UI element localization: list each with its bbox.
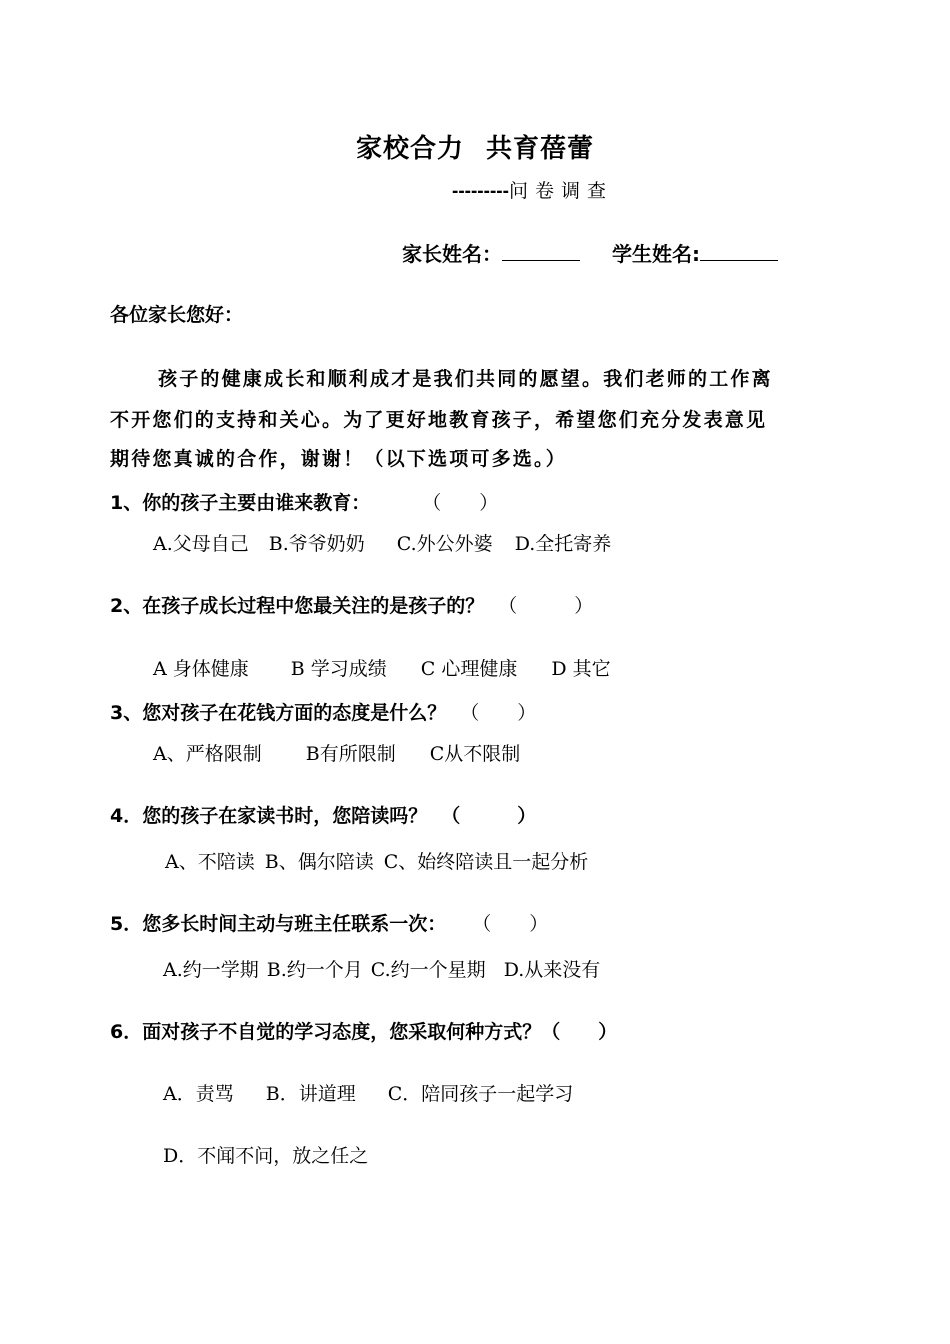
option-4c[interactable]: C、始终陪读且一起分析 [383, 851, 589, 873]
question-4-options [165, 847, 588, 874]
question-6 [110, 1017, 617, 1044]
option-1b[interactable]: B.爷爷奶奶 [268, 533, 365, 555]
question-1-options [153, 529, 611, 556]
question-2-options [153, 654, 611, 681]
student-name-label: 学生姓名: [612, 242, 700, 266]
option-2b[interactable]: B 学习成绩 [290, 658, 387, 680]
option-3c[interactable]: C从不限制 [429, 743, 521, 765]
answer-paren-1[interactable]: （ ） [422, 492, 499, 514]
question-1-text: 1、你的孩子主要由谁来教育： [110, 492, 371, 514]
option-4a[interactable]: A、不陪读 [165, 851, 255, 873]
parent-name-label: 家长姓名： [402, 242, 502, 266]
question-4-text: 4．您的孩子在家读书时，您陪读吗？ [110, 805, 428, 827]
subtitle-dashes: --------- [452, 181, 509, 202]
option-6d[interactable]: D．不闻不问，放之任之 [163, 1145, 369, 1167]
intro-line-3: 期待您真诚的合作，谢谢！（以下选项可多选。） [110, 448, 567, 470]
question-6-options-line-2 [163, 1141, 368, 1168]
question-5-text: 5．您多长时间主动与班主任联系一次： [110, 913, 447, 935]
answer-paren-2[interactable]: （ ） [498, 595, 594, 617]
option-2d[interactable]: D 其它 [551, 658, 611, 680]
option-5a[interactable]: A.约一学期 [163, 959, 259, 981]
name-fields [402, 238, 778, 267]
question-2-text: 2、在孩子成长过程中您最关注的是孩子的？ [110, 595, 485, 617]
option-5d[interactable]: D.从来没有 [503, 959, 601, 981]
intro-line-2: 不开您们的支持和关心。为了更好地教育孩子，希望您们充分发表意见 [110, 409, 768, 431]
question-6-text: 6．面对孩子不自觉的学习态度，您采取何种方式？ [110, 1021, 542, 1043]
question-3 [110, 698, 536, 725]
option-5c[interactable]: C.约一个星期 [370, 959, 486, 981]
question-2 [110, 591, 593, 618]
subtitle [452, 176, 613, 203]
greeting: 各位家长您好： [110, 304, 244, 326]
option-3a[interactable]: A、严格限制 [153, 743, 262, 765]
answer-paren-3[interactable]: （ ） [460, 702, 537, 724]
question-6-options [163, 1079, 573, 1106]
answer-paren-6[interactable]: （ ） [541, 1021, 618, 1043]
question-4 [110, 801, 536, 828]
option-5b[interactable]: B.约一个月 [266, 959, 363, 981]
question-3-options [153, 739, 520, 766]
page-title [0, 128, 950, 165]
option-1a[interactable]: A.父母自己 [153, 533, 249, 555]
answer-paren-4[interactable]: （ ） [441, 805, 537, 827]
option-1d[interactable]: D.全托寄养 [514, 533, 612, 555]
parent-name-blank[interactable] [502, 240, 580, 261]
option-6c[interactable]: C．陪同孩子一起学习 [387, 1083, 574, 1105]
question-3-text: 3、您对孩子在花钱方面的态度是什么？ [110, 702, 447, 724]
question-5-options [163, 955, 600, 982]
option-3b[interactable]: B有所限制 [305, 743, 396, 765]
title-right: 共育蓓蕾 [486, 134, 595, 164]
subtitle-text: 问卷调查 [508, 180, 613, 202]
intro-line-1: 孩子的健康成长和顺利成才是我们共同的愿望。我们老师的工作离 [158, 368, 773, 390]
option-1c[interactable]: C.外公外婆 [396, 533, 493, 555]
student-name-blank[interactable] [700, 240, 778, 261]
question-5 [110, 909, 548, 936]
title-left: 家校合力 [355, 134, 464, 164]
answer-paren-5[interactable]: （ ） [472, 913, 549, 935]
question-1 [110, 488, 498, 515]
option-6a[interactable]: A．责骂 [163, 1083, 234, 1105]
option-2c[interactable]: C 心理健康 [420, 658, 518, 680]
option-2a[interactable]: A 身体健康 [153, 658, 249, 680]
option-4b[interactable]: B、偶尔陪读 [264, 851, 374, 873]
option-6b[interactable]: B．讲道理 [265, 1083, 356, 1105]
